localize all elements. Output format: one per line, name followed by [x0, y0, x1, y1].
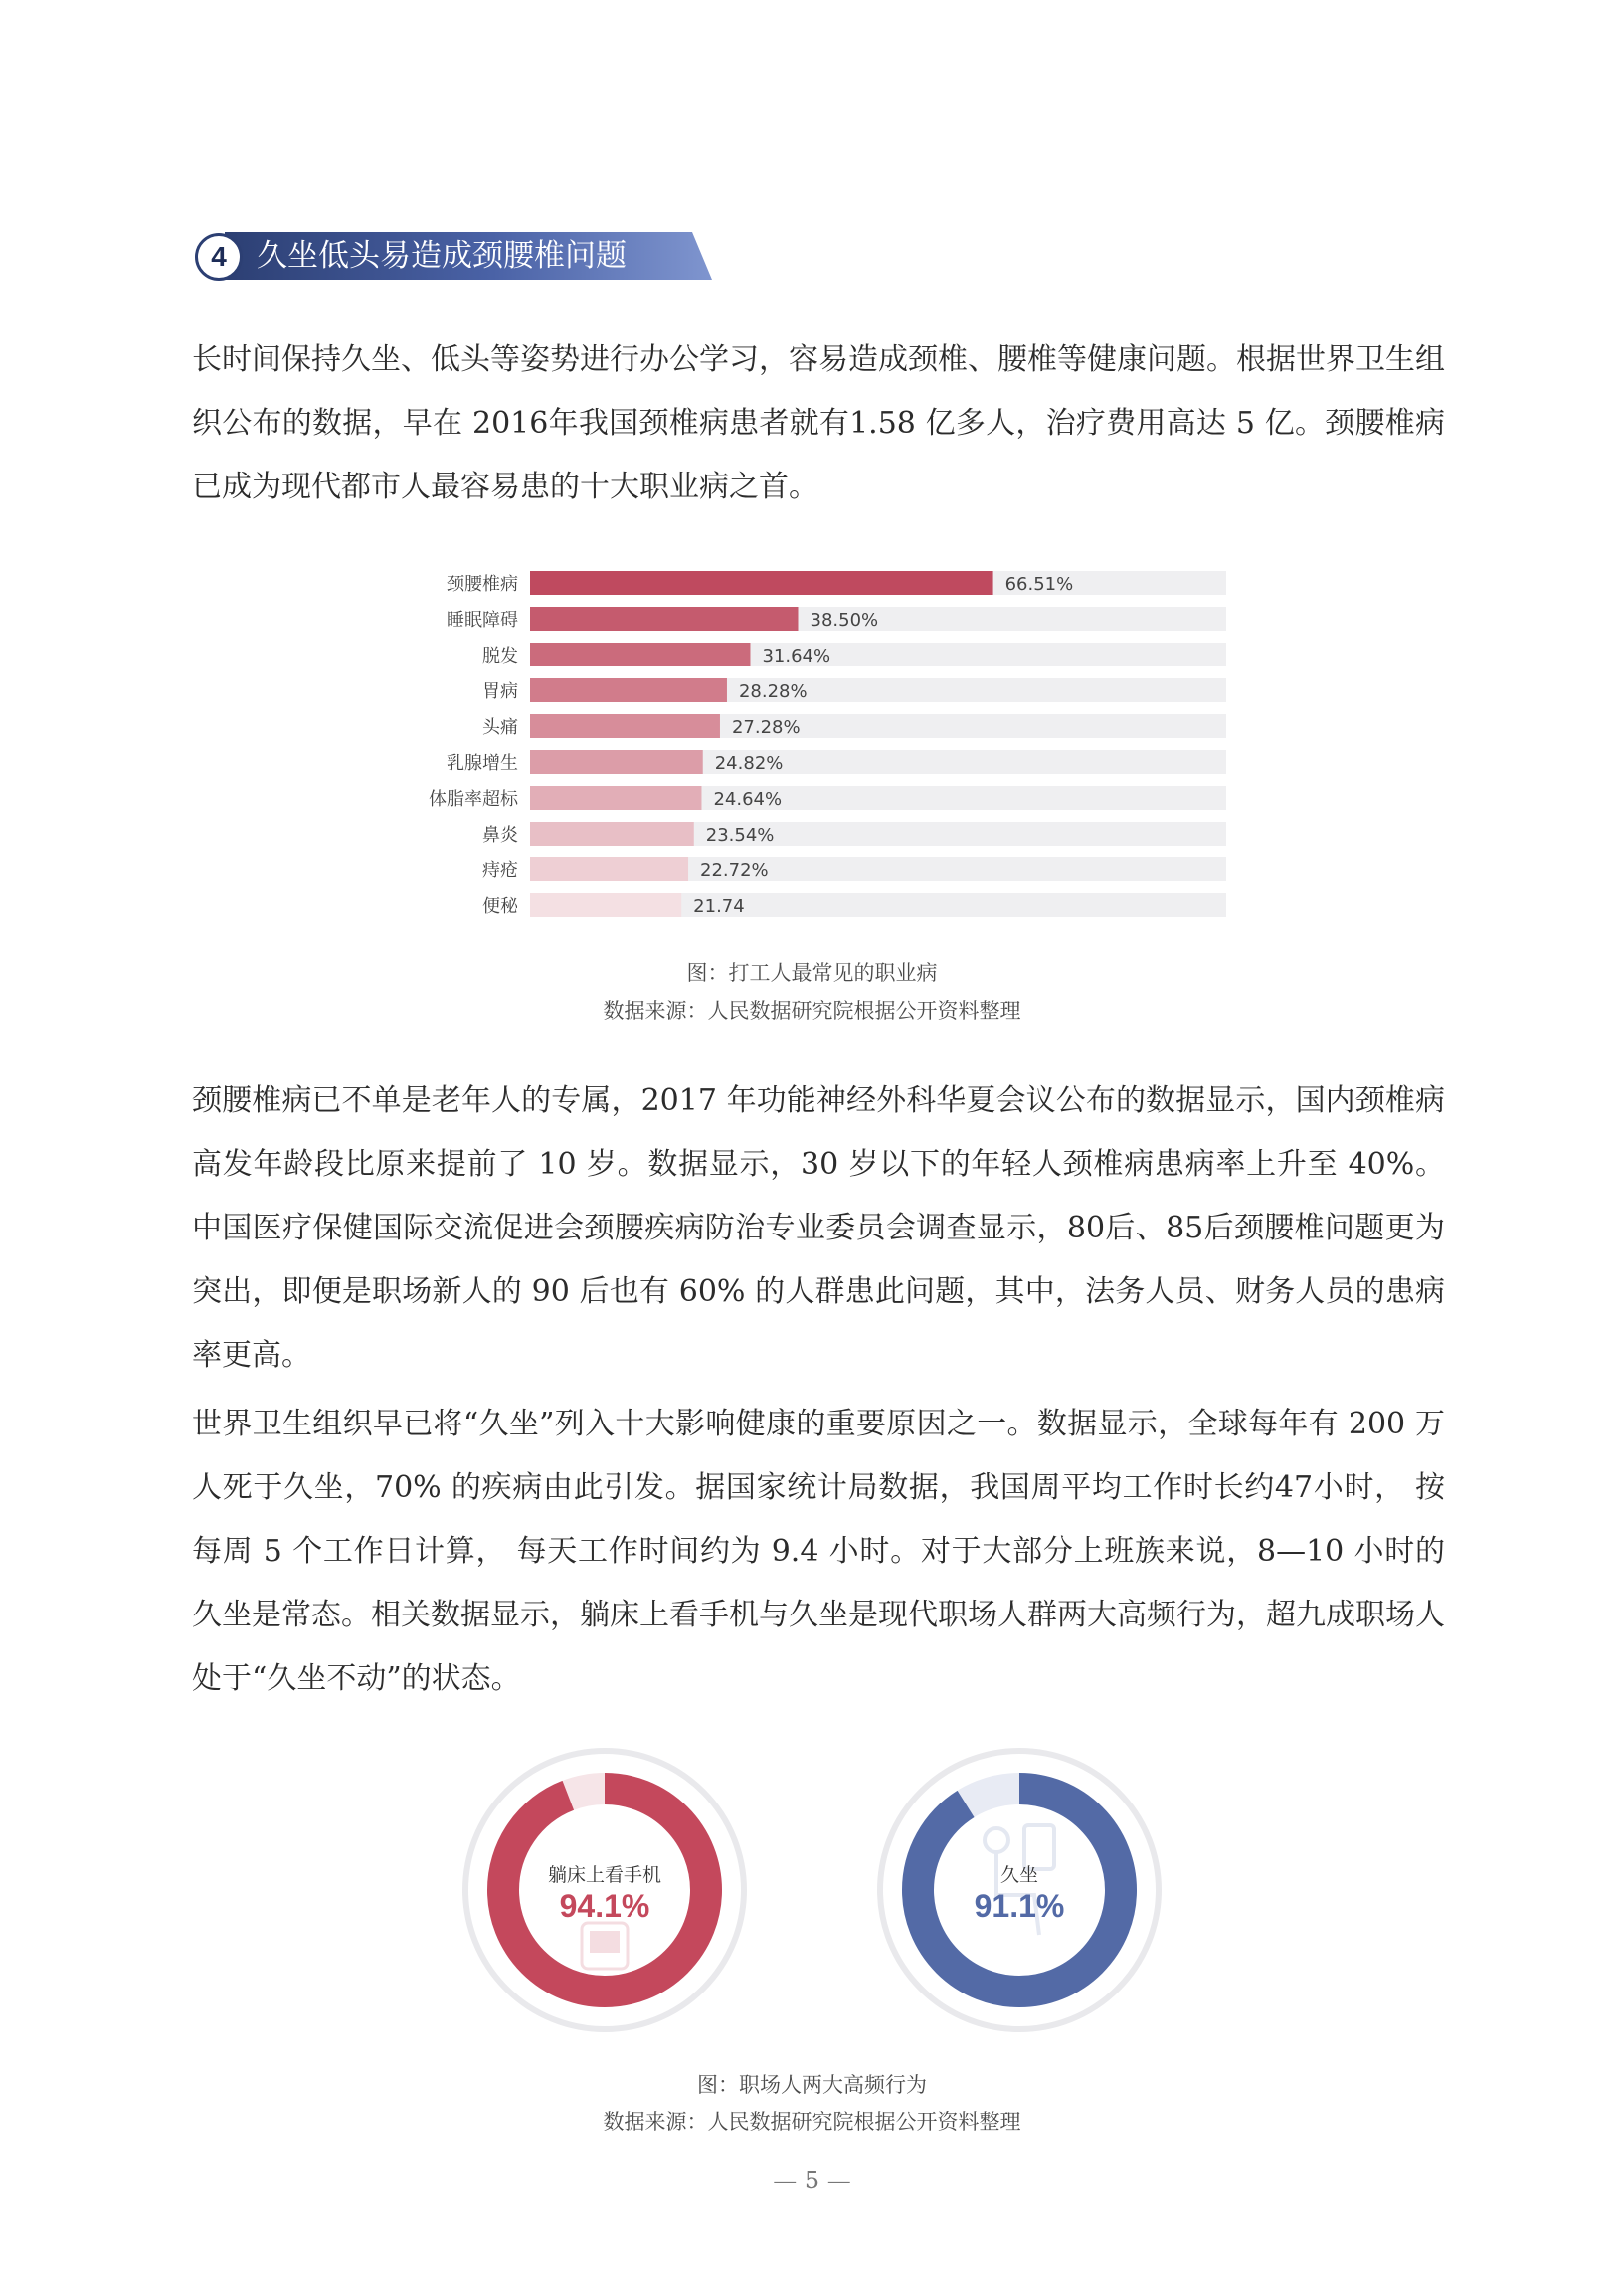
bar-value-label: 28.28% [738, 681, 808, 702]
section-header [195, 232, 712, 280]
paragraph-age: 颈腰椎病已不单是老年人的专属，2017 年功能神经外科华夏会议公布的数据显示，国内颈椎病高发年龄段比原来提前了 10 岁。数据显示，30 岁以下的年轻人颈椎病患病率上升至 40%。中国医疗保健国际交流促进会颈腰疾病防治专业委员会调查显示，80后、85后颈腰椎问题更为突出，即便是职场新人的 90 后也有 60% 的人群患此问题，其中，法务人员、财务人员的患病率更高。 [192, 1083, 1445, 1373]
bar-value-label: 24.64% [713, 789, 783, 810]
bar-6 [530, 786, 701, 810]
donut-phone-value: 94.1% [559, 1888, 650, 1924]
bar-value-label: 22.72% [700, 860, 769, 881]
donut-sitting [875, 1746, 1164, 2034]
bar-4 [530, 714, 720, 738]
bar-category-label: 头痛 [482, 717, 518, 738]
bar-value-label: 27.28% [731, 717, 801, 738]
donut-phone-label: 躺床上看手机 [547, 1864, 661, 1886]
donut-phone [460, 1746, 749, 2034]
donut-sitting-label: 久坐 [999, 1864, 1038, 1886]
bar-0 [530, 571, 993, 595]
bar-value-label: 21.74 [693, 896, 745, 917]
bar-value-label: 31.64% [762, 646, 831, 666]
bar-category-label: 脱发 [482, 646, 518, 666]
donut-sitting-value: 91.1% [974, 1888, 1065, 1924]
bar-category-label: 乳腺增生 [447, 753, 518, 774]
bar-1 [530, 607, 799, 631]
bar-5 [530, 750, 703, 774]
bar-category-label: 睡眠障碍 [447, 610, 518, 631]
bar-chart-source: 数据来源：人民数据研究院根据公开资料整理 [603, 999, 1021, 1023]
bar-category-label: 颈腰椎病 [447, 574, 518, 595]
donut-caption: 图：职场人两大高频行为 [697, 2073, 927, 2097]
donut-source: 数据来源：人民数据研究院根据公开资料整理 [603, 2110, 1021, 2134]
paragraph-sitting: 世界卫生组织早已将“久坐”列入十大影响健康的重要原因之一。数据显示，全球每年有 200 万人死于久坐，70% 的疾病由此引发。据国家统计局数据，我国周平均工作时长约47小时， 按每周 5 个工作日计算， 每天工作时间约为 9.4 小时。对于大部分上班族来说，8—10 小时的久坐是常态。相关数据显示，躺床上看手机与久坐是现代职场人群两大高频行为，超九成职场人处于“久坐不动”的状态。 [192, 1407, 1445, 1696]
bar-category-label: 鼻炎 [482, 825, 518, 846]
bar-chart-caption: 图：打工人最常见的职业病 [686, 961, 938, 985]
phone-icon [582, 1923, 628, 1969]
section-number: 4 [195, 233, 243, 281]
bar-category-label: 痔疮 [482, 860, 518, 881]
paragraph-intro: 长时间保持久坐、低头等姿势进行办公学习，容易造成颈椎、腰椎等健康问题。根据世界卫生组织公布的数据，早在 2016年我国颈椎病患者就有1.58 亿多人，治疗费用高达 5 亿。颈腰椎病已成为现代都市人最容易患的十大职业病之首。 [192, 342, 1445, 504]
bar-category-label: 体脂率超标 [429, 789, 518, 810]
bar-3 [530, 678, 727, 702]
page-number: — 5 — [773, 2167, 851, 2194]
bar-value-label: 66.51% [1004, 574, 1074, 595]
occupational-disease-bar-chart [398, 557, 1253, 925]
bar-2 [530, 643, 750, 666]
bar-8 [530, 857, 688, 881]
bar-category-label: 胃病 [482, 681, 518, 702]
bar-category-label: 便秘 [482, 896, 518, 917]
section-title: 久坐低头易造成颈腰椎问题 [257, 238, 627, 274]
bar-9 [530, 893, 681, 917]
bar-value-label: 23.54% [705, 825, 775, 846]
bar-value-label: 24.82% [714, 753, 784, 774]
bar-value-label: 38.50% [810, 610, 879, 631]
bar-7 [530, 822, 694, 846]
